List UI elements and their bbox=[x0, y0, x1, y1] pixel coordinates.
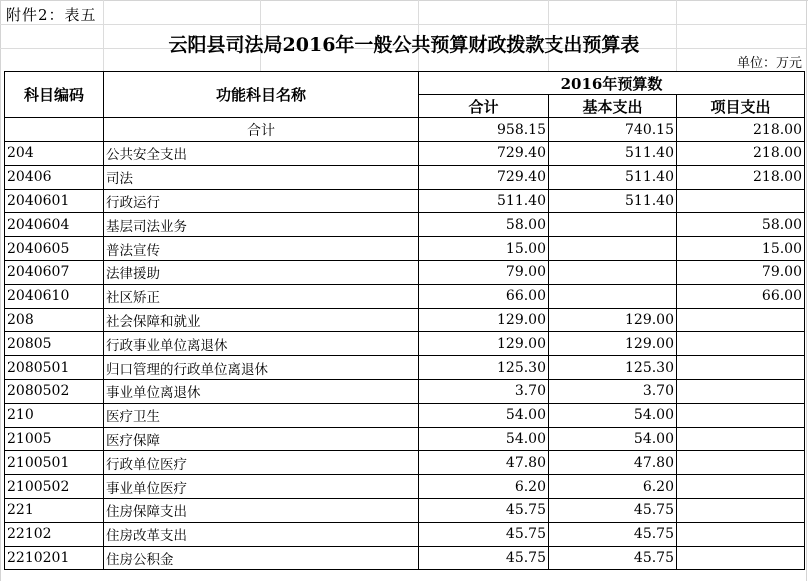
cell-basic bbox=[549, 284, 677, 308]
cell-basic bbox=[549, 237, 677, 261]
cell-total: 729.40 bbox=[419, 165, 549, 189]
cell-basic: 45.75 bbox=[549, 546, 677, 570]
cell-total: 66.00 bbox=[419, 284, 549, 308]
header-project: 项目支出 bbox=[677, 95, 805, 118]
cell-name: 合计 bbox=[104, 118, 419, 142]
cell-basic: 6.20 bbox=[549, 475, 677, 499]
table-row-total bbox=[5, 118, 805, 142]
cell-project: 218.00 bbox=[677, 165, 805, 189]
cell-project bbox=[677, 403, 805, 427]
cell-code: 208 bbox=[5, 308, 104, 332]
cell-basic: 45.75 bbox=[549, 498, 677, 522]
cell-project: 66.00 bbox=[677, 284, 805, 308]
cell-project: 218.00 bbox=[677, 142, 805, 166]
table-row bbox=[5, 546, 805, 570]
header-name: 功能科目名称 bbox=[104, 72, 419, 118]
budget-table bbox=[4, 71, 805, 570]
cell-total: 47.80 bbox=[419, 451, 549, 475]
cell-basic bbox=[549, 213, 677, 237]
cell-name: 基层司法业务 bbox=[104, 213, 419, 237]
cell-code: 21005 bbox=[5, 427, 104, 451]
cell-name: 司法 bbox=[104, 165, 419, 189]
cell-project bbox=[677, 356, 805, 380]
grid-line bbox=[0, 0, 808, 1]
cell-name: 归口管理的行政单位离退休 bbox=[104, 356, 419, 380]
cell-code: 2040607 bbox=[5, 260, 104, 284]
cell-basic: 511.40 bbox=[549, 142, 677, 166]
cell-basic: 47.80 bbox=[549, 451, 677, 475]
cell-name: 医疗保障 bbox=[104, 427, 419, 451]
cell-code: 2040601 bbox=[5, 189, 104, 213]
cell-project bbox=[677, 475, 805, 499]
cell-total: 3.70 bbox=[419, 379, 549, 403]
cell-name: 社区矫正 bbox=[104, 284, 419, 308]
cell-code: 2040605 bbox=[5, 237, 104, 261]
cell-name: 住房保障支出 bbox=[104, 498, 419, 522]
cell-name: 行政单位医疗 bbox=[104, 451, 419, 475]
cell-code: 210 bbox=[5, 403, 104, 427]
cell-name: 社会保障和就业 bbox=[104, 308, 419, 332]
cell-name: 事业单位离退休 bbox=[104, 379, 419, 403]
table-row bbox=[5, 379, 805, 403]
cell-basic: 3.70 bbox=[549, 379, 677, 403]
cell-project: 15.00 bbox=[677, 237, 805, 261]
cell-name: 事业单位医疗 bbox=[104, 475, 419, 499]
table-row bbox=[5, 284, 805, 308]
table-row bbox=[5, 165, 805, 189]
cell-code: 2080502 bbox=[5, 379, 104, 403]
cell-total: 729.40 bbox=[419, 142, 549, 166]
cell-code: 2040604 bbox=[5, 213, 104, 237]
cell-code: 2080501 bbox=[5, 356, 104, 380]
header-basic: 基本支出 bbox=[549, 95, 677, 118]
cell-project bbox=[677, 498, 805, 522]
grid-line bbox=[0, 0, 1, 581]
cell-code: 2210201 bbox=[5, 546, 104, 570]
cell-code: 20805 bbox=[5, 332, 104, 356]
cell-basic: 129.00 bbox=[549, 308, 677, 332]
cell-basic: 129.00 bbox=[549, 332, 677, 356]
table-row bbox=[5, 213, 805, 237]
cell-total: 58.00 bbox=[419, 213, 549, 237]
cell-total: 6.20 bbox=[419, 475, 549, 499]
cell-project: 218.00 bbox=[677, 118, 805, 142]
cell-code: 20406 bbox=[5, 165, 104, 189]
cell-code: 22102 bbox=[5, 522, 104, 546]
cell-basic: 511.40 bbox=[549, 189, 677, 213]
cell-code bbox=[5, 118, 104, 142]
cell-total: 45.75 bbox=[419, 546, 549, 570]
table-row bbox=[5, 403, 805, 427]
cell-total: 958.15 bbox=[419, 118, 549, 142]
table-row bbox=[5, 189, 805, 213]
grid-line bbox=[0, 24, 806, 25]
unit-label: 单位：万元 bbox=[736, 56, 802, 71]
cell-name: 法律援助 bbox=[104, 260, 419, 284]
cell-project: 58.00 bbox=[677, 213, 805, 237]
cell-code: 2040610 bbox=[5, 284, 104, 308]
cell-basic: 54.00 bbox=[549, 403, 677, 427]
cell-total: 511.40 bbox=[419, 189, 549, 213]
page-title: 云阳县司法局2016年一般公共预算财政拨款支出预算表 bbox=[168, 34, 640, 56]
cell-total: 129.00 bbox=[419, 308, 549, 332]
cell-code: 2100502 bbox=[5, 475, 104, 499]
attachment-label: 附件2：表五 bbox=[6, 6, 97, 24]
cell-basic bbox=[549, 260, 677, 284]
grid-line bbox=[806, 0, 807, 581]
header-total: 合计 bbox=[419, 95, 549, 118]
header-budget-group: 2016年预算数 bbox=[419, 72, 805, 95]
cell-name: 医疗卫生 bbox=[104, 403, 419, 427]
table-row bbox=[5, 260, 805, 284]
cell-total: 45.75 bbox=[419, 522, 549, 546]
cell-basic: 45.75 bbox=[549, 522, 677, 546]
table-row bbox=[5, 237, 805, 261]
cell-basic: 511.40 bbox=[549, 165, 677, 189]
cell-project bbox=[677, 332, 805, 356]
cell-project bbox=[677, 308, 805, 332]
cell-basic: 54.00 bbox=[549, 427, 677, 451]
cell-project bbox=[677, 522, 805, 546]
cell-name: 普法宣传 bbox=[104, 237, 419, 261]
cell-name: 住房改革支出 bbox=[104, 522, 419, 546]
cell-name: 住房公积金 bbox=[104, 546, 419, 570]
cell-code: 2100501 bbox=[5, 451, 104, 475]
cell-code: 221 bbox=[5, 498, 104, 522]
table-row bbox=[5, 498, 805, 522]
cell-name: 行政运行 bbox=[104, 189, 419, 213]
table-row bbox=[5, 475, 805, 499]
cell-total: 45.75 bbox=[419, 498, 549, 522]
cell-project bbox=[677, 546, 805, 570]
table-row bbox=[5, 142, 805, 166]
cell-total: 129.00 bbox=[419, 332, 549, 356]
table-row bbox=[5, 427, 805, 451]
cell-name: 行政事业单位离退休 bbox=[104, 332, 419, 356]
cell-project: 79.00 bbox=[677, 260, 805, 284]
cell-total: 54.00 bbox=[419, 427, 549, 451]
cell-total: 79.00 bbox=[419, 260, 549, 284]
cell-total: 15.00 bbox=[419, 237, 549, 261]
table-row bbox=[5, 522, 805, 546]
table-row bbox=[5, 451, 805, 475]
cell-project bbox=[677, 427, 805, 451]
table-row bbox=[5, 332, 805, 356]
table-row bbox=[5, 356, 805, 380]
cell-project bbox=[677, 451, 805, 475]
cell-total: 54.00 bbox=[419, 403, 549, 427]
cell-basic: 740.15 bbox=[549, 118, 677, 142]
cell-project bbox=[677, 379, 805, 403]
cell-name: 公共安全支出 bbox=[104, 142, 419, 166]
cell-total: 125.30 bbox=[419, 356, 549, 380]
table-body bbox=[5, 118, 805, 570]
cell-basic: 125.30 bbox=[549, 356, 677, 380]
cell-code: 204 bbox=[5, 142, 104, 166]
table-row bbox=[5, 308, 805, 332]
header-code: 科目编码 bbox=[5, 72, 104, 118]
cell-project bbox=[677, 189, 805, 213]
